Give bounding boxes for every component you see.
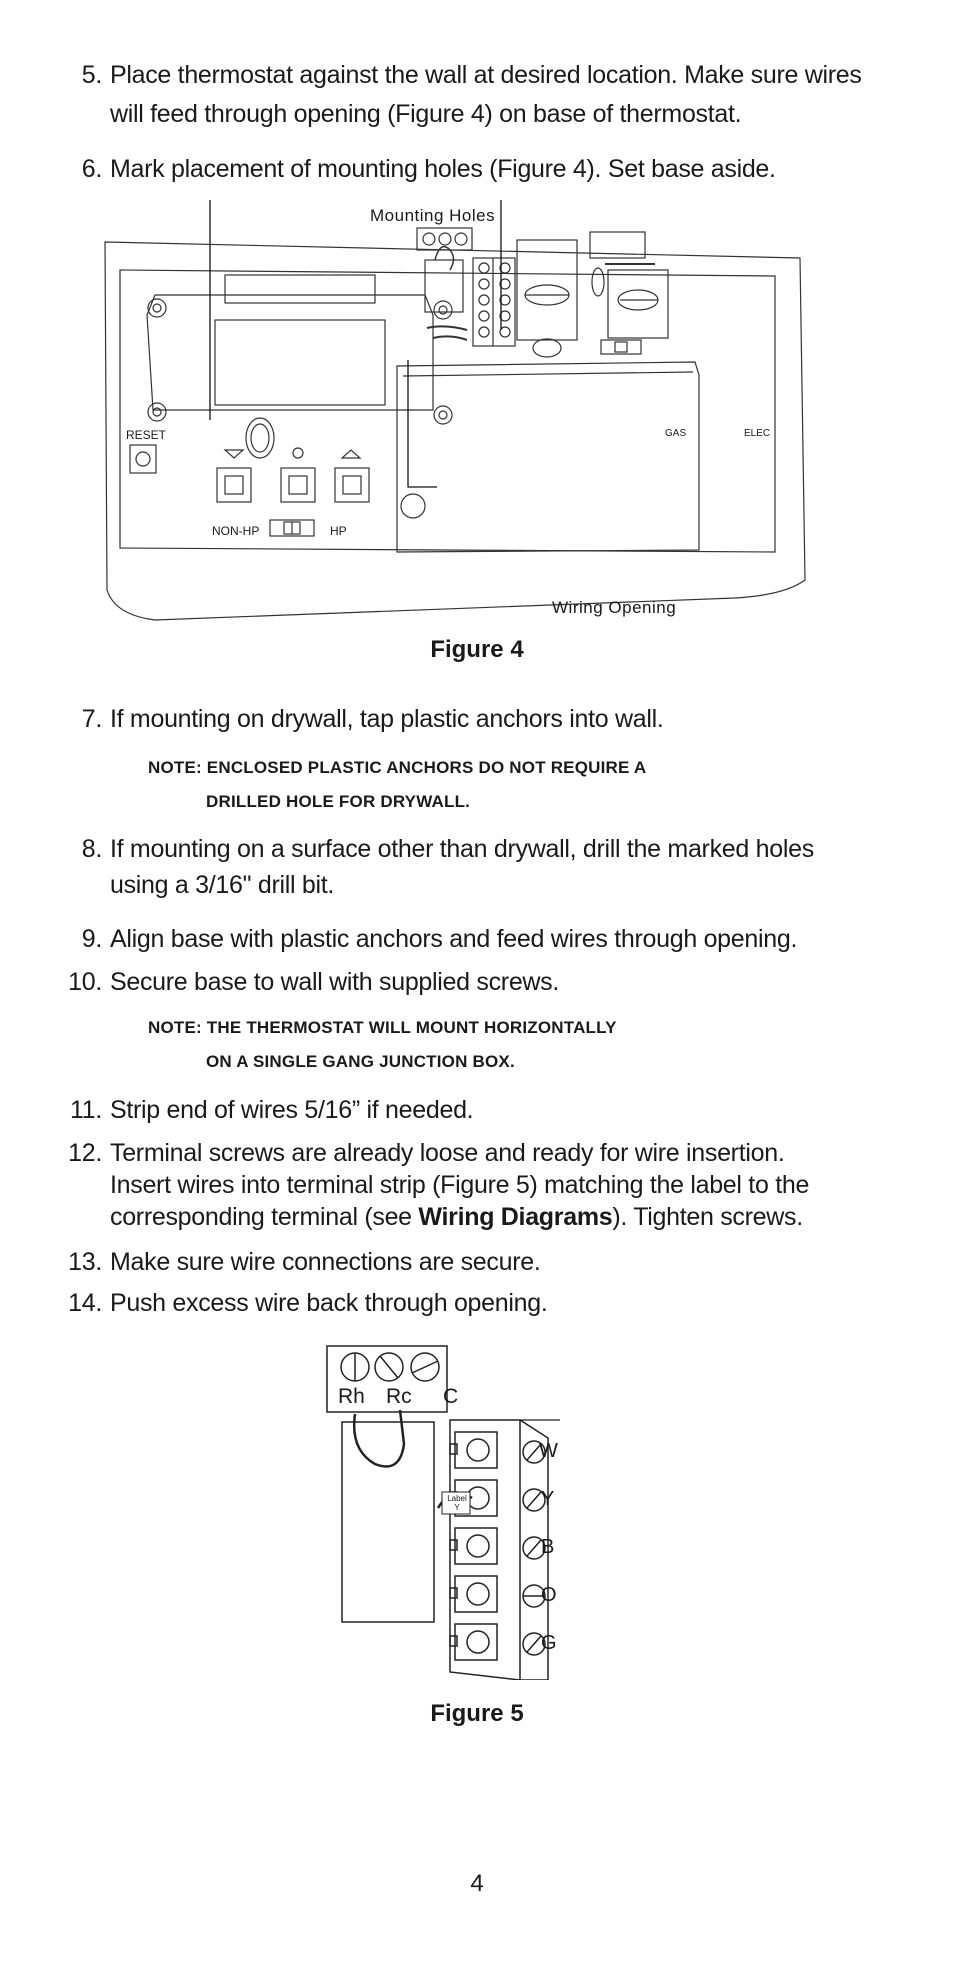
step-text: Terminal screws are already loose and ready for wire insertion. xyxy=(110,1139,785,1167)
label-hp: HP xyxy=(330,524,347,538)
step-text: Make sure wire connections are secure. xyxy=(110,1248,541,1276)
figure-5-diagram xyxy=(320,1340,640,1680)
wire-tag-label-text: Label xyxy=(447,1494,467,1503)
step-number: 12. xyxy=(68,1139,102,1167)
terminal-label-o: O xyxy=(541,1584,557,1606)
note-drywall-line-1: NOTE: ENCLOSED PLASTIC ANCHORS DO NOT REQUIRE A xyxy=(148,758,647,777)
step-number: 11. xyxy=(70,1096,102,1124)
callout-wiring-opening: Wiring Opening xyxy=(552,598,677,617)
step-number: 5. xyxy=(81,61,102,89)
step-number: 6. xyxy=(81,155,102,183)
terminal-rows xyxy=(450,1432,497,1660)
display-window xyxy=(215,320,385,405)
step-text-line3 xyxy=(110,1200,803,1234)
step-text: using a 3/16" drill bit. xyxy=(110,871,335,899)
terminal-label-w: W xyxy=(539,1440,558,1462)
callout-mounting-holes: Mounting Holes xyxy=(370,206,496,225)
label-reset: RESET xyxy=(126,428,167,442)
wiring-opening-area xyxy=(397,362,699,552)
wiring-diagrams-reference: Wiring Diagrams xyxy=(418,1203,613,1231)
step-number: 8. xyxy=(81,835,102,863)
terminal-label-y: Y xyxy=(541,1488,555,1510)
step-text: If mounting on drywall, tap plastic anchors into wall. xyxy=(110,705,664,733)
label-non-hp: NON-HP xyxy=(212,524,260,538)
note-drywall-line-2: DRILLED HOLE FOR DRYWALL. xyxy=(206,792,471,811)
terminal-label-rh: Rh xyxy=(338,1385,365,1408)
page-number: 4 xyxy=(470,1870,484,1897)
step-text: Push excess wire back through opening. xyxy=(110,1289,548,1317)
note-mount-line-2: ON A SINGLE GANG JUNCTION BOX. xyxy=(206,1052,515,1071)
wiring-hole-oval xyxy=(533,339,561,357)
ribbon-connector xyxy=(225,275,375,303)
step-text: Mark placement of mounting holes (Figure 4). Set base aside. xyxy=(110,155,776,183)
step-text: Insert wires into terminal strip (Figure 5) matching the label to the xyxy=(110,1171,810,1199)
step-number: 14. xyxy=(68,1289,102,1317)
step-number: 7. xyxy=(81,705,102,733)
figure-5-caption: Figure 5 xyxy=(430,1700,524,1727)
label-gas: GAS xyxy=(665,428,687,439)
figure-4-caption: Figure 4 xyxy=(430,636,524,663)
step-text: Align base with plastic anchors and feed wires through opening. xyxy=(110,925,798,953)
label-elec: ELEC xyxy=(744,428,771,439)
reset-button-shape xyxy=(130,445,156,473)
note-mount-line-1: NOTE: THE THERMOSTAT WILL MOUNT HORIZONTALLY xyxy=(148,1018,617,1037)
step-number: 10. xyxy=(68,968,102,996)
wire-tag-letter: Y xyxy=(454,1503,460,1512)
step-number: 9. xyxy=(81,925,102,953)
step-text-pre: corresponding terminal (see xyxy=(110,1203,419,1231)
step-text: will feed through opening (Figure 4) on base of thermostat. xyxy=(110,100,742,128)
terminal-label-b: B xyxy=(541,1536,555,1558)
terminal-label-rc: Rc xyxy=(386,1385,412,1408)
step-text: If mounting on a surface other than drywall, drill the marked holes xyxy=(110,835,814,863)
callout-line-left xyxy=(210,200,285,420)
step-text: Secure base to wall with supplied screws. xyxy=(110,968,560,996)
terminal-label-g: G xyxy=(541,1632,557,1654)
figure-4-diagram xyxy=(95,200,815,630)
step-text: Strip end of wires 5/16” if needed. xyxy=(110,1096,474,1124)
step-text-post: ). Tighten screws. xyxy=(612,1203,803,1231)
terminal-label-c: C xyxy=(443,1385,459,1408)
step-number: 13. xyxy=(68,1248,102,1276)
step-text: Place thermostat against the wall at desired location. Make sure wires xyxy=(110,61,862,89)
